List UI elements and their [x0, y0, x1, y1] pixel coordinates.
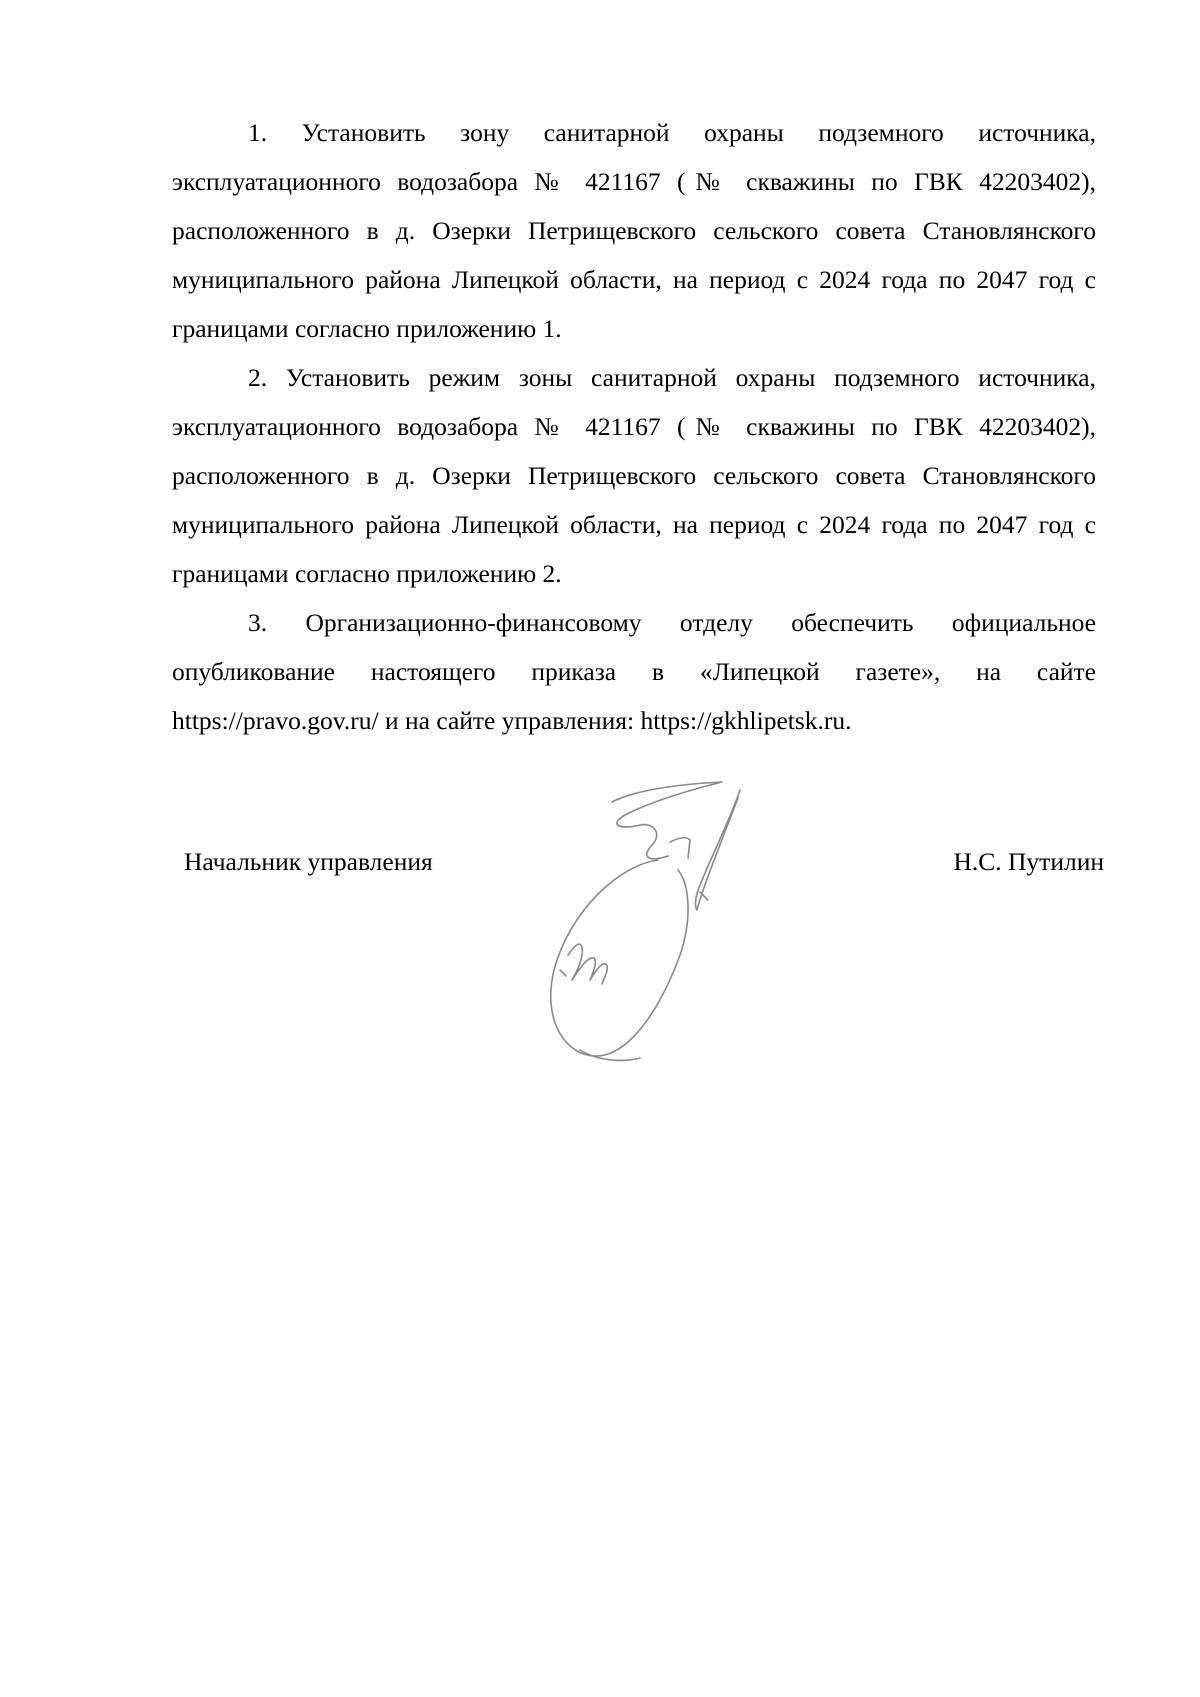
paragraph-text: Установить зону санитарной охраны подземного источника, эксплуатационного водозабора № 421167 (№ скважины по ГВК 42203402), расположенного в д. Озерки Петрищевского сельского совета Становлянского муниципального района Липецкой области, на период с 2024 года по 2047 год с границами согласно приложению 1.: [172, 118, 1097, 343]
document-body: [172, 108, 1096, 745]
paragraph-number: 2.: [248, 363, 268, 392]
signatory-title: Начальник управления: [184, 847, 433, 876]
paragraph-2: [172, 353, 1096, 598]
paragraph-text: Организационно-финансовому отделу обеспечить официальное опубликование настоящего приказа в «Липецкой газете», на сайте https://pravo.gov.ru/ и на сайте управления: https://gkhlipetsk.ru.: [172, 608, 1096, 735]
paragraph-number: 1.: [248, 118, 268, 147]
handwritten-signature: [540, 780, 820, 1065]
paragraph-text: Установить режим зоны санитарной охраны подземного источника, эксплуатационного водозабора № 421167 (№ скважины по ГВК 42203402), расположенного в д. Озерки Петрищевского сельского совета Становлянского муниципального района Липецкой области, на период с 2024 года по 2047 год с границами согласно приложению 2.: [172, 363, 1096, 588]
signatory-name: Н.С. Путилин: [953, 847, 1104, 876]
paragraph-3: [172, 598, 1096, 745]
paragraph-number: 3.: [248, 608, 268, 637]
paragraph-1: [172, 108, 1096, 353]
